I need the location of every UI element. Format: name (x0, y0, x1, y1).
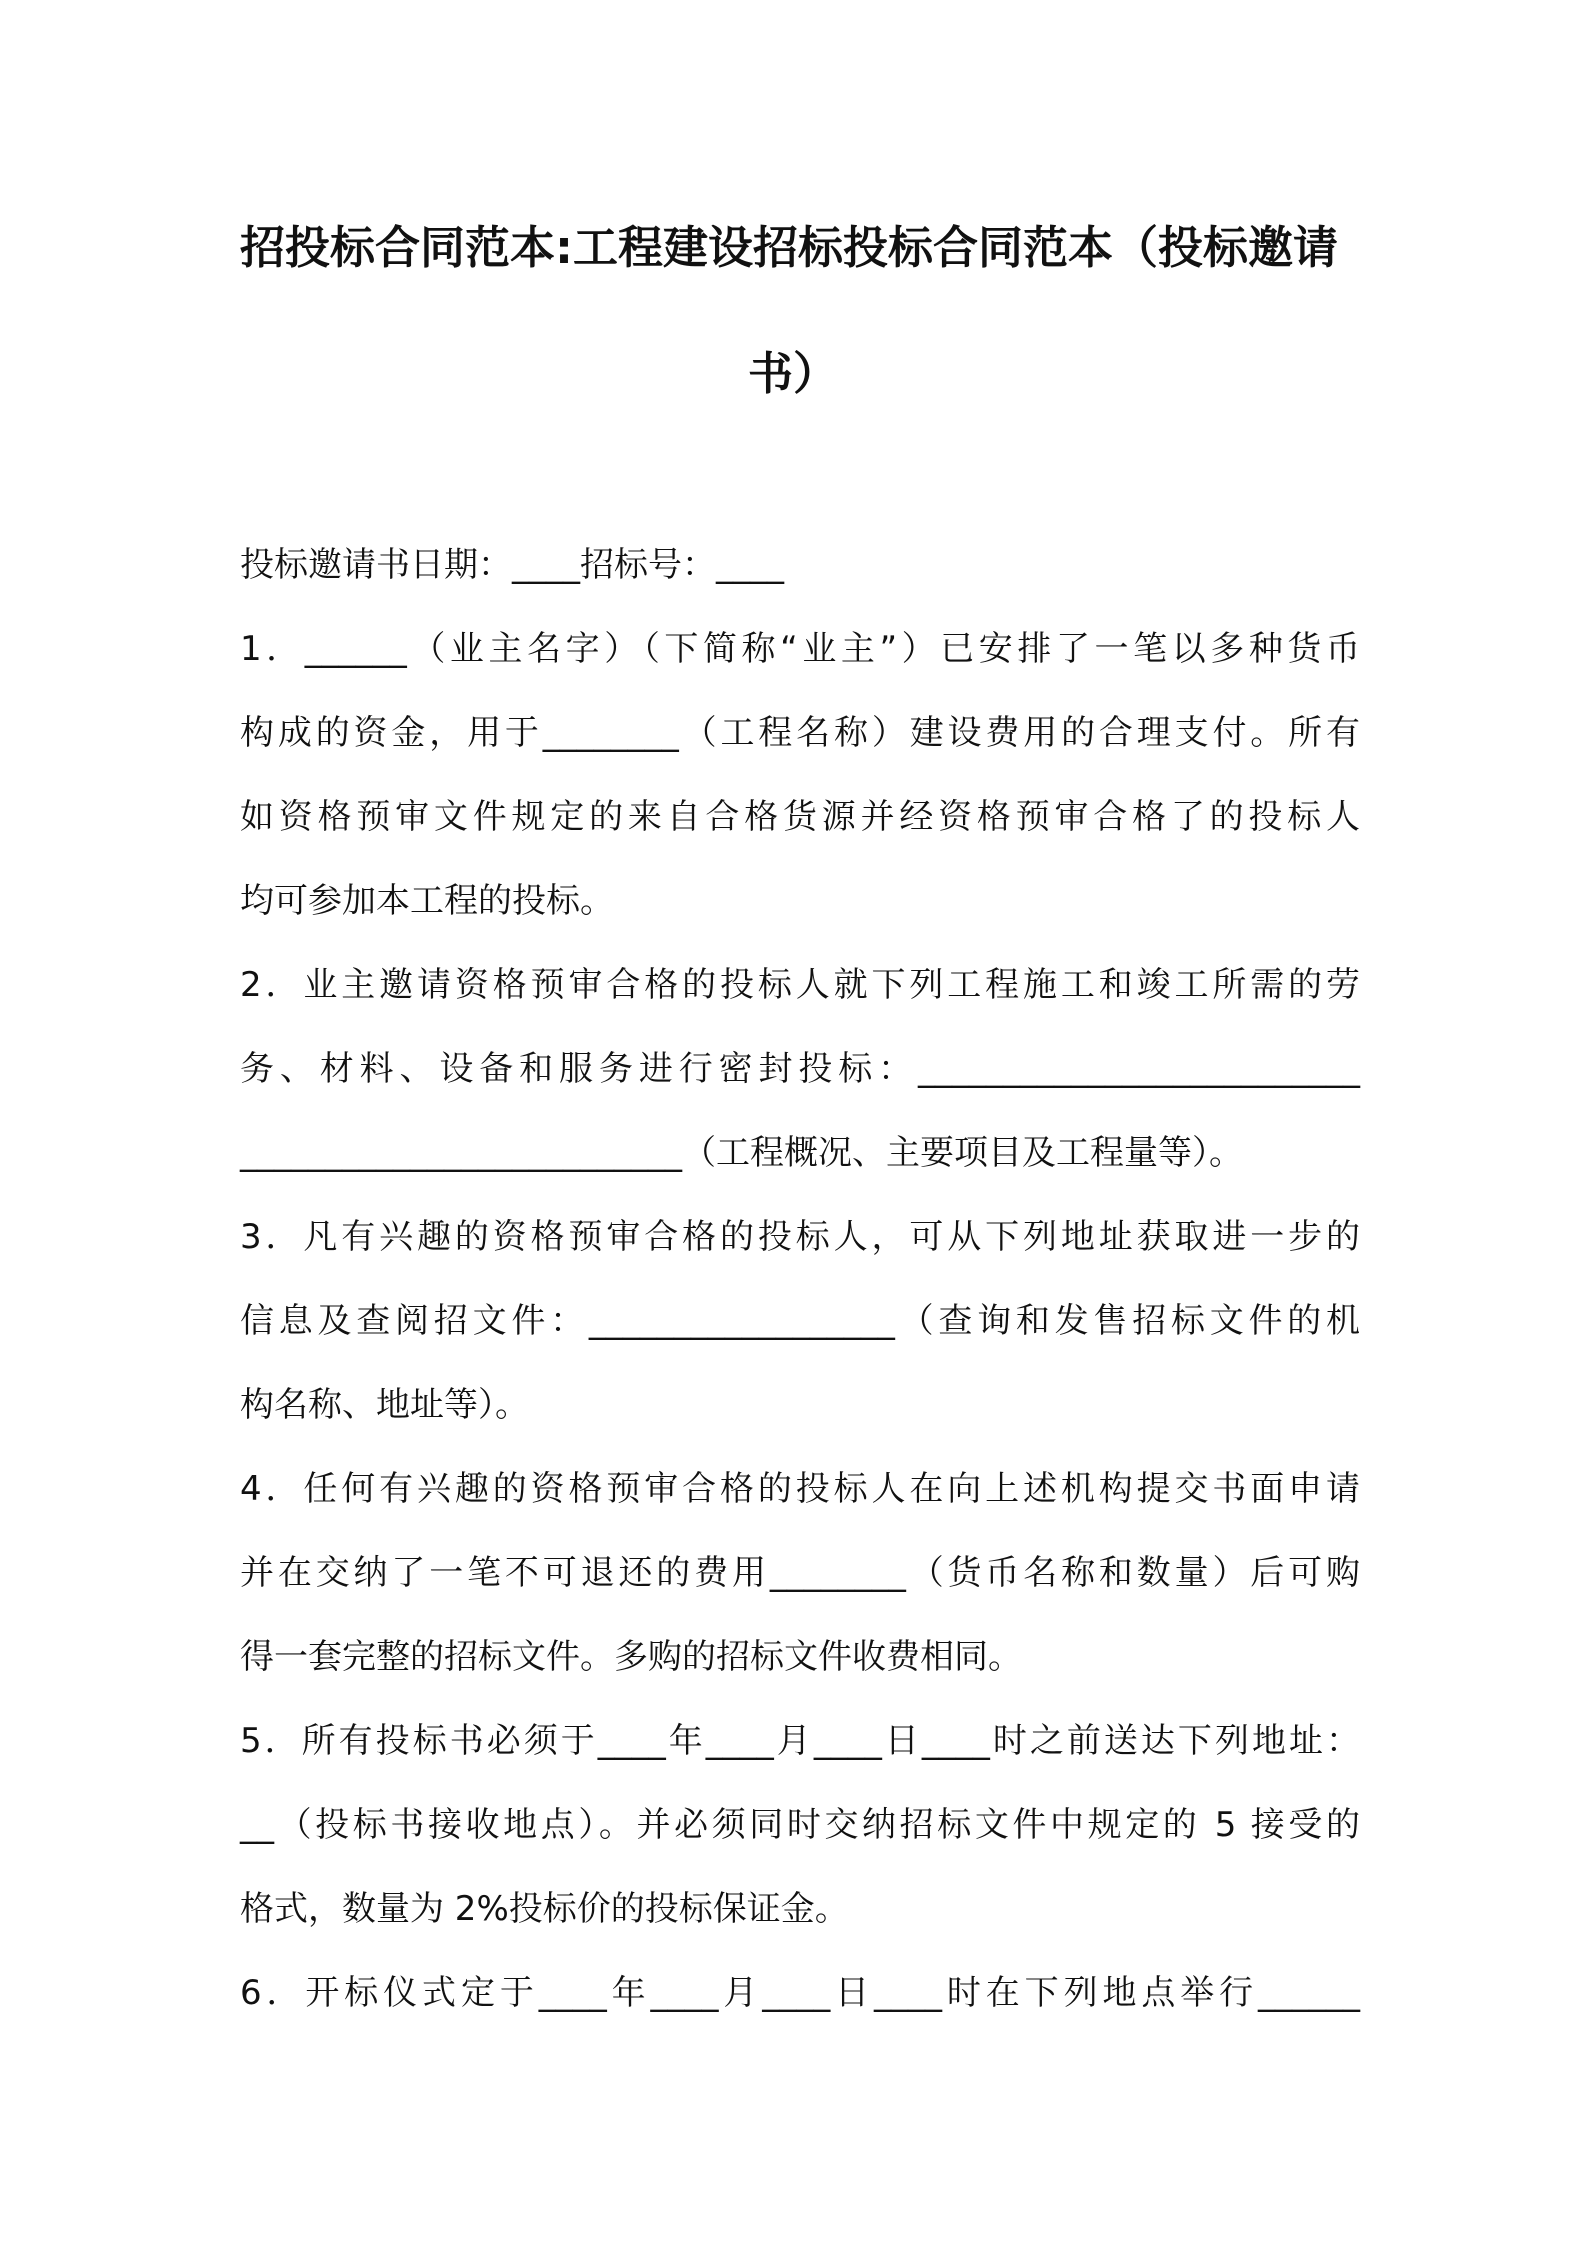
paragraph-4-line-1: 4．任何有兴趣的资格预审合格的投标人在向上述机构提交书面申请 (240, 1469, 1360, 1509)
paragraph-3-line-1: 3．凡有兴趣的资格预审合格的投标人，可从下列地址获取进一步的 (240, 1217, 1360, 1257)
paragraph-2-line-3: __________________________（工程概况、主要项目及工程量等）。 (240, 1133, 1243, 1173)
paragraph-1-line-3: 如资格预审文件规定的来自合格货源并经资格预审合格了的投标人 (240, 797, 1360, 837)
paragraph-3-line-3: 构名称、地址等）。 (240, 1385, 529, 1425)
paragraph-6-line-1: 6．开标仪式定于____年____月____日____时在下列地点举行______ (240, 1973, 1360, 2013)
invitation-date-line: 投标邀请书日期：____招标号：____ (240, 545, 784, 585)
paragraph-1-line-1: 1．______（业主名字）（下简称“业主”）已安排了一笔以多种货币 (240, 629, 1360, 669)
paragraph-5-line-3: 格式，数量为 2%投标价的投标保证金。 (240, 1889, 849, 1929)
paragraph-3-line-2: 信息及查阅招文件：__________________（查询和发售招标文件的机 (240, 1301, 1360, 1341)
paragraph-4-line-3: 得一套完整的招标文件。多购的招标文件收费相同。 (240, 1637, 1022, 1677)
paragraph-1-line-4: 均可参加本工程的投标。 (240, 881, 614, 921)
paragraph-1-line-2: 构成的资金，用于________（工程名称）建设费用的合理支付。所有 (240, 713, 1360, 753)
paragraph-2-line-1: 2．业主邀请资格预审合格的投标人就下列工程施工和竣工所需的劳 (240, 965, 1360, 1005)
paragraph-5-line-2: __（投标书接收地点）。并必须同时交纳招标文件中规定的 5 接受的 (240, 1805, 1360, 1845)
paragraph-4-line-2: 并在交纳了一笔不可退还的费用________（货币名称和数量）后可购 (240, 1553, 1360, 1593)
paragraph-2-line-2: 务、材料、设备和服务进行密封投标：__________________________ (240, 1049, 1360, 1089)
document-title-line-2: 书） (747, 347, 838, 400)
paragraph-5-line-1: 5．所有投标书必须于____年____月____日____时之前送达下列地址： (240, 1721, 1360, 1761)
document-title-line-1: 招投标合同范本:工程建设招标投标合同范本（投标邀请 (240, 221, 1338, 274)
